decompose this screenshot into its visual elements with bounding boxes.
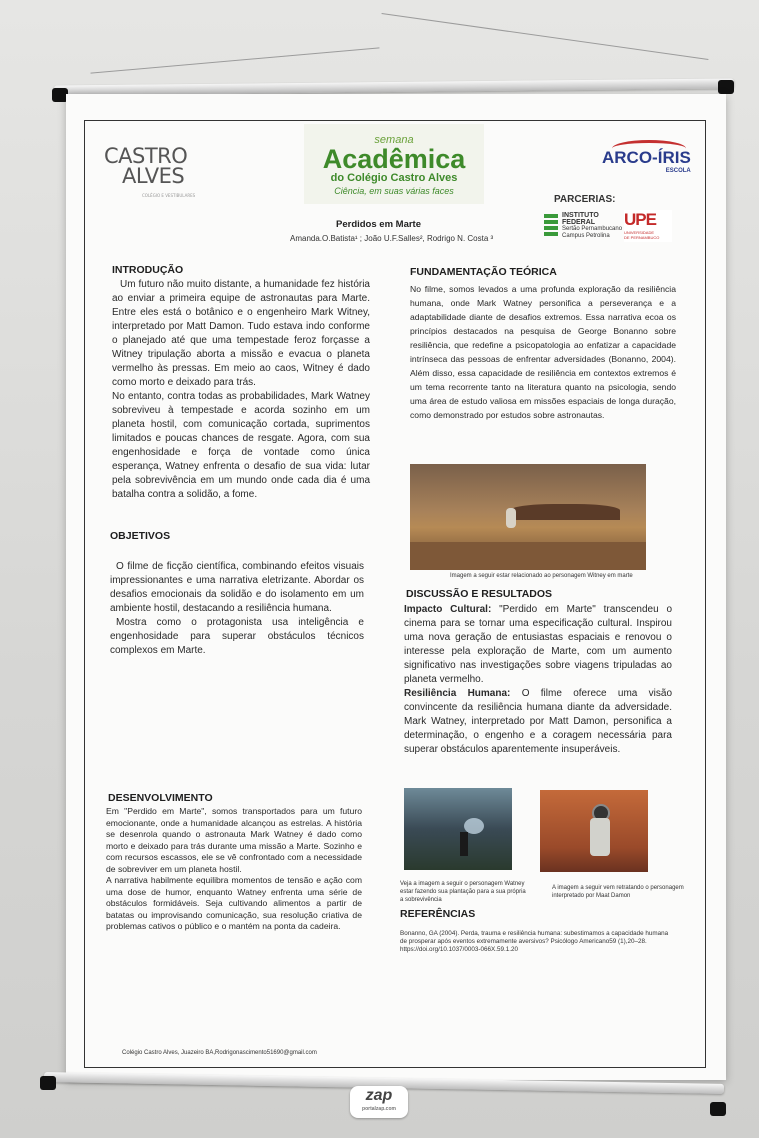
mars-ground [410,542,646,570]
desenvolvimento-paragraph-2: A narrativa habilmente equilibra momentos de tensão e ação com uma dose de humor, enquanto Watney enfrenta uma série de obstáculos formidáveis. Seja cultivando alimentos a partir de batatas ou improvisando comunicação, sua resolução criativa de problemas cativos o público e o mantém na ponta da cadeira. [106,875,362,931]
watney-silhouette [460,832,468,856]
arco-iris-text: ARCO-ÍRIS [602,148,691,167]
rod-cap [710,1102,726,1116]
poster-footer: Colégio Castro Alves, Juazeiro BA,Rodrigonascimento51690@gmail.com [122,1050,317,1056]
discussao-text [404,603,672,757]
castro-logo-line2: ALVES [122,164,185,188]
suit-image-caption: A imagem a seguir vem retratando o personagem interpretado por Maat Damon [552,885,684,899]
discussao-paragraph-1: "Perdido em Marte" transcendeu o cinema para se tornar uma especificação cultural. Inspirou uma nova geração de entusiastas espaciais e renovou o interesse pela exploração de Marte, com um aumento significativo nas investigações sobre viagens tripuladas ao planeta vermelho. [404,604,673,685]
parcerias-label: PARCERIAS: [554,194,616,205]
mars-mesa [510,504,620,520]
introducao-paragraph-2: No entanto, contra todas as probabilidades, Mark Watney sobreviveu à tempestade e acorda sozinho em um planeta hostil, com comunicação cortada, suprimentos limitados e poucas chances de resgate. Agora, com sua engenhosidade e força de vontade como única esperança, Watney enfrenta o desafio de sua vida: lutar pela sobrevivência em um mundo onde cada dia é uma batalha contra a solidão, a fome. [112,391,370,500]
mars-landscape-image [410,464,646,570]
impacto-cultural-label: Impacto Cultural: [404,604,492,615]
semana-line4: Ciência, em suas várias faces [334,186,454,196]
fundamentacao-text [410,282,676,422]
poster-title: Perdidos em Marte [336,219,421,230]
objetivos-text [110,560,364,658]
ifba-line3: Campus Petrolina [562,233,610,239]
rod-cap [40,1076,56,1090]
arco-iris-logo [602,148,691,174]
upe-sub1: UNIVERSIDADE [624,230,655,235]
referencias-text: Bonanno, GA (2004). Perda, trauma e resiliência humana: subestimamos a capacidade humana de prosperar após eventos extremamente aversivos? Psicólogo Americano59 (1),20–28. https://doi.org/10.1037/0003-066X.59.1.20 [400,930,669,953]
semana-line3: do Colégio Castro Alves [330,172,458,184]
fundamentacao-heading: FUNDAMENTAÇÃO TEÓRICA [410,266,557,278]
astronaut-suit-image [540,790,648,872]
instituto-federal-icon [544,214,558,236]
objetivos-paragraph-2: Mostra como o protagonista usa inteligência e engenhosidade para superar obstáculos técnicos complexos em Marte. [110,617,364,656]
upe-text: UPE [624,210,656,229]
castro-logo-small: COLÉGIO E VESTIBULARES [142,193,196,198]
discussao-heading: DISCUSSÃO E RESULTADOS [406,588,553,600]
farm-image-caption: Veja a imagem a seguir o personagem Watney estar fazendo sua plantação para a sua própria a sobrevivência [400,881,526,903]
mars-image-caption: Imagem a seguir estar relacionado ao personagem Witney em marte [450,573,633,579]
objetivos-paragraph-1: O filme de ficção científica, combinando efeitos visuais impressionantes e uma narrativa eletrizante. Abordar os desafios emocionais da solidão e do isolamento em um ambiente hostil, destacando a resiliência humana. [110,561,364,614]
referencias-heading: REFERÊNCIAS [400,908,476,920]
poster-authors: Amanda.O.Batista¹ ; João U.F.Salles², Rodrigo N. Costa ³ [290,234,494,243]
castro-alves-logo [104,146,195,206]
zap-sub: portalzap.com [362,1106,396,1112]
introducao-text [112,278,370,502]
fundamentacao-paragraph: No filme, somos levados a uma profunda exploração da resiliência humana, onde Mark Watney personifica a perseverança e a adaptabilidade diante de desafios extremos. Essa narrativa ecoa os princípios destacados na pesquisa de George Bonanno sobre resiliência, que redefine a psicopatologia ao enfatizar a capacidade intrínseca das pessoas de enfrentar adversidades (Bonanno, 2004). Além disso, essa capacidade de resiliência em contextos extremos é um tema recorrente tanto na literatura quanto na psicologia, sendo uma área de estudo valiosa em missões espaciais de longa duração, como demonstrado por estudos sobre astronautas. [410,284,676,420]
rod-cap [718,80,734,94]
objetivos-heading: OBJETIVOS [110,530,171,542]
greenhouse-farm-image [404,788,512,870]
semana-line2: Acadêmica [322,144,466,174]
upe-logo [624,210,672,242]
desenvolvimento-heading: DESENVOLVIMENTO [108,792,213,804]
castro-logo-line1: CASTRO [104,144,188,168]
spacesuit [590,818,610,856]
semana-line1: semana [374,134,414,146]
desenvolvimento-paragraph-1: Em "Perdido em Marte", somos transportados para um futuro emocionante, onde a humanidade alcançou as estrelas. A história se desenrola quando o astronauta Mark Watney é dado como morto e deixado para trás durante uma missão a Marte. Sozinho e com recursos escassos, ele se vê confrontado com a necessidade de sobreviver em um planeta hostil. [106,806,362,874]
poster-banner [66,94,726,1080]
resiliencia-humana-label: Resiliência Humana: [404,688,511,699]
introducao-heading: INTRODUÇÃO [112,264,184,276]
rainbow-arc-icon [612,140,686,157]
upe-sub2: DE PERNAMBUCO [624,235,660,240]
zap-watermark-logo [350,1086,408,1118]
discussao-paragraph-2: O filme oferece uma visão convincente da resiliência humana diante da adversidade. Mark Watney, interpretado por Matt Damon, personifica a determinação, o engenho e a coragem necessária para superar obstáculos aparentemente insuperáveis. [404,688,673,755]
astronaut-figure [506,508,516,528]
zap-brand: zap [365,1087,393,1104]
arco-iris-sub: ESCOLA [665,168,691,174]
introducao-paragraph-1: Um futuro não muito distante, a humanidade fez história ao enviar a primeira equipe de astronautas para Marte. Entre eles está o botânico e o engenheiro Mark Witney, interpretado por Matt Damon. Tudo estava indo conforme o planejado até que uma tempestade feroz forçasse a Witney tripulação aborta a missão e evacua o planeta vermelho às pressas. Em meio ao caos, Witney é dado como morto e deixado para trás. [112,279,370,388]
ifba-line1: INSTITUTO FEDERAL [562,212,599,226]
ifba-line2: Sertão Pernambucano [562,226,623,232]
instituto-federal-logo [544,212,624,242]
desenvolvimento-text [106,806,362,933]
semana-academica-logo [304,124,484,204]
